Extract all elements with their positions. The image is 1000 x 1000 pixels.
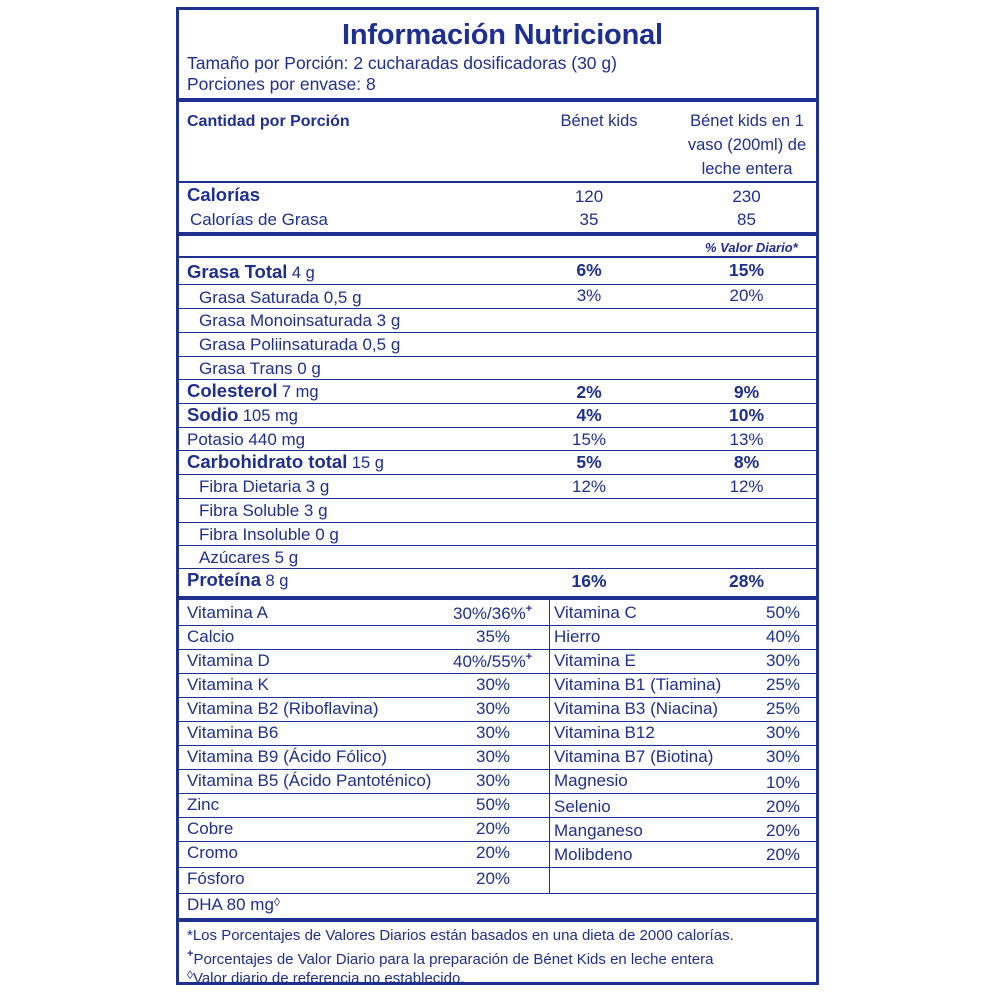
vitamin-value: 40% — [766, 627, 801, 646]
nutrient-value-1: 4% — [576, 405, 602, 425]
vitamin-value: 10% — [766, 773, 801, 792]
divider — [179, 232, 816, 236]
divider — [179, 596, 816, 600]
divider — [179, 427, 816, 428]
divider — [179, 745, 816, 746]
divider — [179, 498, 816, 499]
serving-size: Tamaño por Porción: 2 cucharadas dosificadoras (30 g) — [187, 53, 617, 73]
nutrient-value-1: 2% — [576, 382, 602, 402]
nutrient-amount: 8 g — [265, 572, 289, 590]
column-divider — [549, 600, 550, 894]
column-header-benet-kids: Bénet kids — [560, 112, 638, 130]
vitamin-value: 20% — [766, 821, 801, 840]
vitamin-name: Molibdeno — [554, 845, 633, 864]
vitamin-value: 50% — [476, 795, 511, 814]
divider — [179, 697, 816, 698]
nutrient-name: Grasa Total — [187, 261, 288, 282]
nutrient-name: Proteína — [187, 569, 262, 590]
vitamin-name: Vitamina B6 — [187, 723, 279, 742]
vitamin-value: 25% — [766, 699, 801, 718]
vitamin-value: 30% — [766, 651, 801, 670]
nutrient-name: Grasa Trans 0 g — [199, 359, 321, 378]
divider — [179, 256, 816, 258]
vitamin-name: Vitamina B3 (Niacina) — [554, 699, 719, 718]
vitamin-name: Vitamina B12 — [554, 723, 655, 742]
divider — [179, 284, 816, 285]
vitamin-name: Vitamina B7 (Biotina) — [554, 747, 714, 766]
divider — [179, 769, 816, 770]
vitamin-name: Fósforo — [187, 869, 245, 888]
nutrient-value-2: 28% — [728, 571, 765, 591]
vitamin-value: 20% — [476, 819, 511, 838]
label-title: Información Nutricional — [342, 19, 663, 51]
nutrient-amount: 4 g — [291, 264, 315, 282]
vitamin-value: 30% — [476, 747, 511, 766]
calories-value-1: 120 — [574, 187, 604, 206]
vitamin-name: Vitamina B1 (Tiamina) — [554, 675, 722, 694]
vitamin-name: Cromo — [187, 843, 239, 862]
divider — [179, 721, 816, 722]
nutrient-amount: 105 mg — [242, 407, 298, 425]
amount-per-serving-label: Cantidad por Porción — [187, 113, 350, 130]
vitamin-value: 30% — [766, 723, 801, 742]
vitamin-value: 20% — [766, 797, 801, 816]
vitamin-value: 20% — [766, 845, 801, 864]
nutrient-value-2: 9% — [733, 382, 760, 402]
nutrient-name: Grasa Monoinsaturada 3 g — [199, 311, 401, 330]
servings-per-container: Porciones por envase: 8 — [187, 74, 376, 94]
nutrient-value-1: 15% — [571, 430, 607, 449]
calories-from-fat-value-2: 85 — [737, 210, 756, 229]
vitamin-name: Vitamina C — [554, 603, 637, 622]
divider — [179, 403, 816, 404]
vitamin-value: 20% — [476, 869, 511, 888]
nutrient-name: Grasa Saturada 0,5 g — [199, 288, 362, 307]
vitamin-value: 30% — [476, 675, 511, 694]
footnote-milk-preparation: +Porcentajes de Valor Diario para la preparación de Bénet Kids en leche entera — [187, 948, 714, 968]
nutrient-value-2: 8% — [733, 452, 760, 472]
nutrient-name: Colesterol — [187, 380, 278, 401]
vitamin-name: Cobre — [187, 819, 234, 838]
nutrient-name: Fibra Insoluble 0 g — [199, 525, 339, 544]
divider — [179, 568, 816, 569]
nutrient-value-1: 6% — [576, 260, 602, 280]
vitamin-value: 30% — [766, 747, 801, 766]
vitamin-name: Vitamina A — [187, 603, 268, 622]
calories-from-fat-value-1: 35 — [579, 210, 599, 229]
divider — [179, 522, 816, 523]
nutrient-value-1: 3% — [576, 286, 602, 305]
calories-label: Calorías — [187, 184, 261, 205]
divider — [179, 649, 816, 650]
column-header-benet-kids-milk: Bénet kids en 1 vaso (200ml) de leche entera — [687, 112, 807, 178]
vitamin-name: Calcio — [187, 627, 235, 646]
divider — [179, 918, 816, 922]
nutrient-value-2: 15% — [728, 260, 765, 280]
vitamin-name: Magnesio — [554, 771, 628, 790]
divider — [179, 332, 816, 333]
vitamin-name: Vitamina D — [187, 651, 270, 670]
divider — [179, 98, 816, 102]
divider — [179, 545, 816, 546]
nutrient-value-2: 20% — [729, 286, 764, 305]
nutrient-name: Grasa Poliinsaturada 0,5 g — [199, 335, 401, 354]
divider — [179, 625, 816, 626]
nutrient-value-1: 12% — [571, 477, 607, 496]
vitamin-value: 50% — [766, 603, 801, 622]
vitamin-name: Vitamina B2 (Riboflavina) — [187, 699, 379, 718]
vitamin-name: Manganeso — [554, 821, 643, 840]
nutrient-amount: 7 mg — [281, 383, 319, 401]
vitamin-name: Vitamina B5 (Ácido Pantoténico) — [187, 771, 432, 790]
vitamin-value: 30% — [476, 771, 511, 790]
vitamin-value: 25% — [766, 675, 801, 694]
vitamin-name: DHA 80 mg◊ — [187, 895, 280, 914]
divider — [179, 841, 816, 842]
nutrient-value-1: 5% — [576, 452, 602, 472]
divider — [179, 673, 816, 674]
vitamin-value: 30% — [476, 723, 511, 742]
vitamin-name: Vitamina K — [187, 675, 269, 694]
divider — [179, 181, 816, 183]
nutrient-amount: 15 g — [351, 454, 384, 472]
nutrient-name: Fibra Soluble 3 g — [199, 501, 328, 520]
nutrient-value-2: 13% — [729, 430, 764, 449]
nutrient-name: Azúcares 5 g — [199, 548, 299, 567]
divider — [179, 817, 816, 818]
vitamin-value: 30%/36%+ — [453, 603, 533, 623]
footnote-daily-values: *Los Porcentajes de Valores Diarios están basados en una dieta de 2000 calorías. — [187, 927, 734, 944]
nutrient-name: Sodio — [187, 404, 239, 425]
vitamin-value: 35% — [476, 627, 511, 646]
vitamin-value: 30% — [476, 699, 511, 718]
vitamin-name: Vitamina B9 (Ácido Fólico) — [187, 747, 387, 766]
vitamin-name: Hierro — [554, 627, 601, 646]
nutrient-name: Carbohidrato total — [187, 451, 348, 472]
vitamin-value: 40%/55%+ — [453, 651, 533, 671]
nutrition-facts-label — [176, 7, 819, 985]
nutrient-value-2: 12% — [729, 477, 764, 496]
daily-value-header: % Valor Diario* — [705, 240, 798, 255]
divider — [179, 474, 816, 475]
nutrient-name: Fibra Dietaria 3 g — [199, 477, 330, 496]
vitamin-name: Zinc — [187, 795, 220, 814]
footnote-no-reference: ◊Valor diario de referencia no establecido. — [187, 968, 465, 987]
vitamin-value: 20% — [476, 843, 511, 862]
divider — [179, 793, 816, 794]
calories-value-2: 230 — [732, 187, 761, 206]
divider — [179, 356, 816, 357]
vitamin-name: Vitamina E — [554, 651, 636, 670]
nutrient-name: Potasio 440 mg — [187, 430, 306, 449]
nutrient-value-1: 16% — [571, 571, 607, 591]
vitamin-name: Selenio — [554, 797, 611, 816]
calories-from-fat-label: Calorías de Grasa — [190, 210, 328, 229]
divider — [179, 893, 816, 894]
divider — [179, 308, 816, 309]
divider — [179, 867, 816, 868]
nutrient-value-2: 10% — [728, 405, 765, 425]
